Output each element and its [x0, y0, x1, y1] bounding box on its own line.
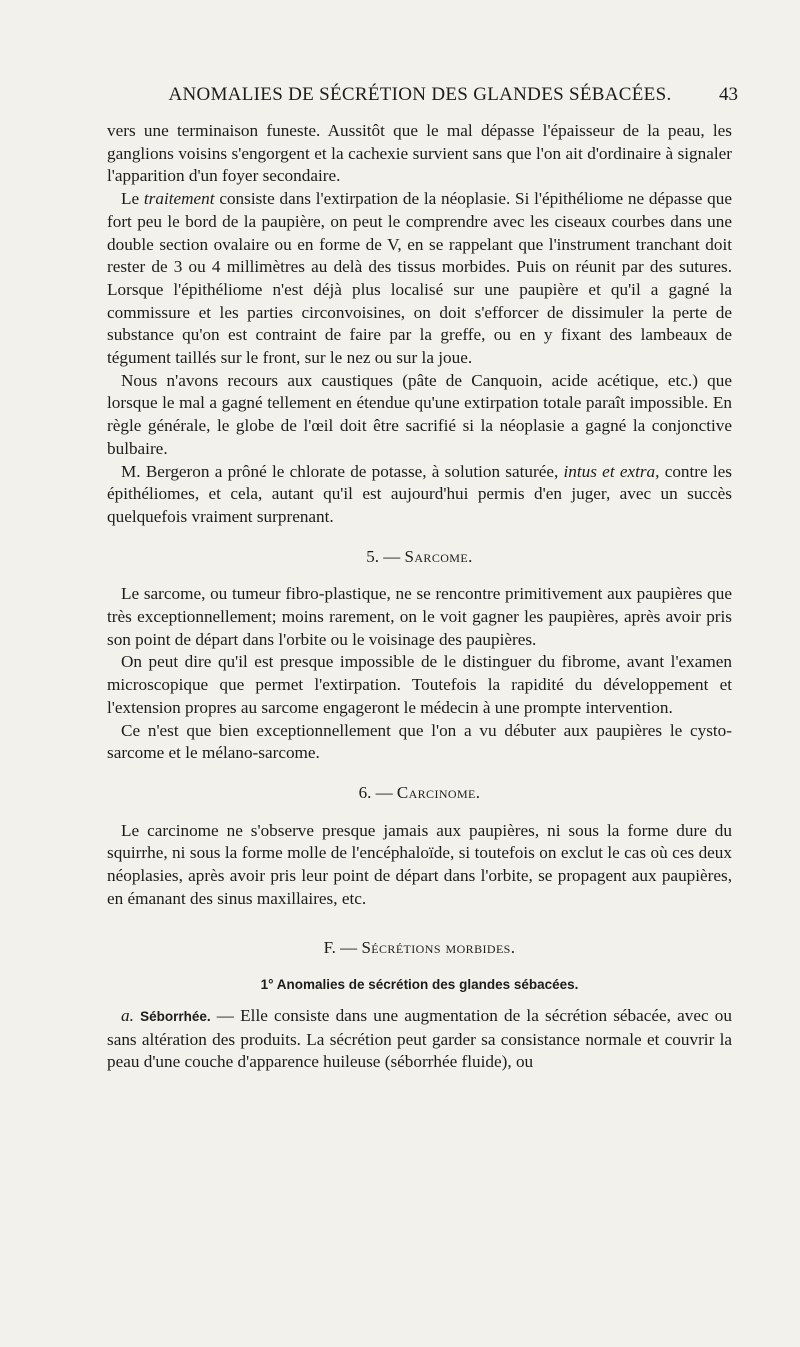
paragraph-text: consiste dans l'extirpation de la néoplasie. Si l'épithéliome ne dépasse que fort peu le bord de la paupière, on peut le comprendre avec les ciseaux courbes dans une double section ovalaire ou en forme de V, en se rappelant que l'instrument tranchant doit rester de 3 ou 4 millimètres au delà des tissus morbides. Puis on réunit par des sutures. Lorsque l'épithéliome n'est déjà plus localisé sur une paupière et qu'il a gagné la commissure et les parties circonvoisines, on doit s'efforcer de dissimuler la perte de substance qu'on est contraint de faire par la greffe, ou en y fixant des lambeaux de tégument taillés sur le front, sur le nez ou sur la joue. [107, 189, 732, 368]
paragraph-text: , contre les épithéliomes, et cela, autant qu'il est aujourd'hui permis d'en juger, avec un succès quelquefois vraiment surprenant. [107, 461, 732, 526]
paragraph-bergeron [107, 461, 732, 529]
page-body [107, 120, 732, 1074]
page-header [140, 84, 740, 110]
section-heading-sarcome [107, 546, 732, 569]
section-title: Carcinome. [396, 782, 481, 802]
section-number: 6. — [358, 782, 397, 802]
section-title: Sécrétions morbides. [361, 937, 516, 957]
running-title: ANOMALIES DE SÉCRÉTION DES GLANDES SÉBACÉES. [168, 84, 672, 105]
section-number: 5. — [366, 546, 405, 566]
paragraph-text: M. Bergeron a prôné le chlorate de potasse, à solution saturée, [121, 461, 564, 481]
paragraph-text: — Elle consiste dans une augmentation de la sécrétion sébacée, avec ou sans altération des produits. La sécrétion peut garder sa consistance normale et couvrir la peau d'une couche d'apparence huileuse (séborrhée fluide), ou [107, 1005, 732, 1072]
runin-heading: Séborrhée. [140, 1008, 211, 1024]
paragraph-carcinome: Le carcinome ne s'observe presque jamais aux paupières, ni sous la forme dure du squirrhe, ni sous la forme molle de l'encéphaloïde, si toutefois on exclut le cas où ces deux néoplasies, après avoir pris leur point de départ dans l'orbite, se propagent aux paupières, en émanant des sinus maxillaires, etc. [107, 820, 732, 908]
subheading-anomalies: 1° Anomalies de sécrétion des glandes sébacées. [260, 977, 579, 993]
paragraph-text: Le [121, 189, 144, 209]
paragraph-caustics: Nous n'avons recours aux caustiques (pâte de Canquoin, acide acétique, etc.) que lorsque le mal a gagné tellement en étendue qu'une extirpation totale paraît impossible. En règle générale, le globe de l'œil doit être sacrifié si la néoplasie a gagné la conjonctive bulbaire. [107, 370, 732, 458]
item-label: a. [121, 1005, 141, 1025]
paragraph-treatment [107, 188, 732, 370]
page-number: 43 [719, 84, 738, 105]
paragraph-sarcome-3: Ce n'est que bien exceptionnellement que l'on a vu débuter aux paupières le cysto-sarcome et le mélano-sarcome. [107, 720, 732, 763]
section-title: Sarcome. [404, 546, 473, 566]
paragraph-sarcome-1: Le sarcome, ou tumeur fibro-plastique, ne se rencontre primitivement aux paupières que très exceptionnellement; moins rarement, on le voit gagner les paupières, après avoir pris son point de départ dans l'orbite ou le voisinage des paupières. [107, 584, 732, 649]
section-heading-carcinome [107, 782, 732, 805]
emphasis-intus-extra: intus et extra [563, 461, 656, 481]
paragraph-sarcome-2: On peut dire qu'il est presque impossible de le distinguer du fibrome, avant l'examen microscopique que permet l'extirpation. Toutefois la rapidité du développement et l'extension propres au sarcome engageront le médecin à une prompte intervention. [107, 652, 732, 717]
section-number: F. — [323, 937, 362, 957]
paragraph-1: vers une terminaison funeste. Aussitôt que le mal dépasse l'épaisseur de la peau, les ganglions voisins s'engorgent et la cachexie survient sans que l'on ait d'ordinaire à signaler l'apparition d'un foyer secondaire. [107, 121, 732, 186]
section-heading-secretions [107, 937, 732, 960]
emphasis-traitement: traitement [143, 189, 215, 209]
paragraph-seborrhee [107, 1005, 732, 1074]
